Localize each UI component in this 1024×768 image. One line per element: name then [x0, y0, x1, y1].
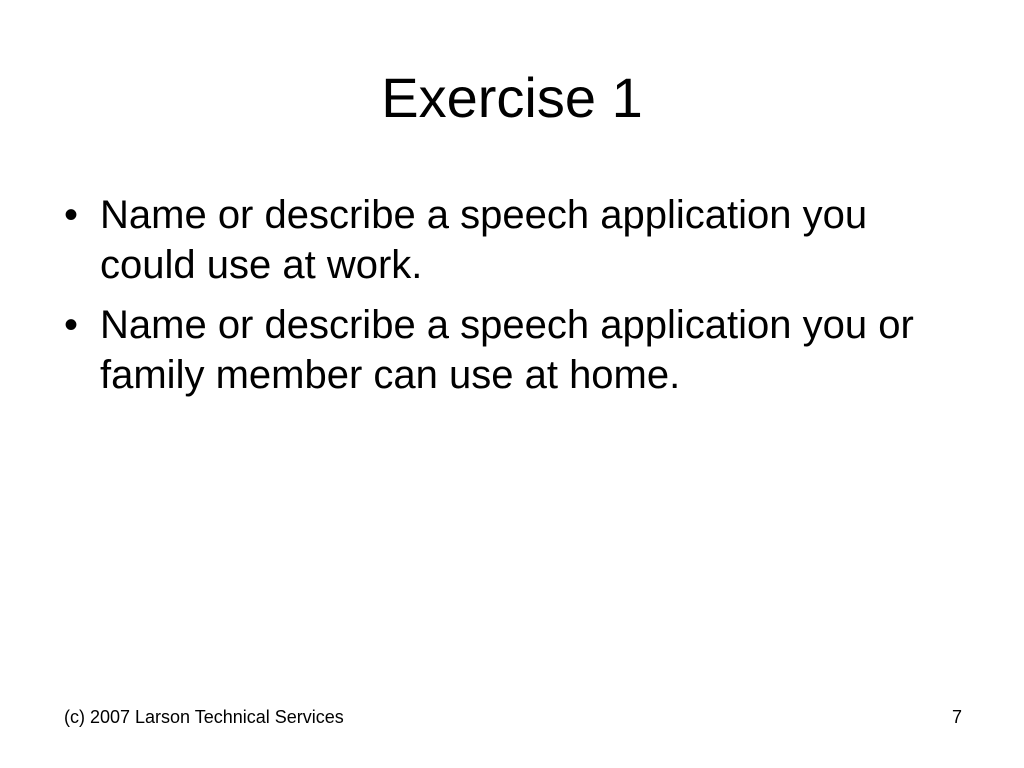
footer-copyright: (c) 2007 Larson Technical Services [64, 707, 344, 727]
page-number: 7 [951, 707, 962, 727]
bullet-icon: • [64, 303, 79, 347]
bullet-item [64, 190, 944, 290]
bullet-item [64, 300, 944, 400]
bullet-text: Name or describe a speech application you or family member can use at home. [100, 303, 914, 397]
slide-title: Exercise 1 [381, 66, 643, 129]
bullet-list [64, 190, 944, 410]
bullet-text: Name or describe a speech application you could use at work. [100, 193, 868, 287]
bullet-icon: • [64, 193, 79, 237]
